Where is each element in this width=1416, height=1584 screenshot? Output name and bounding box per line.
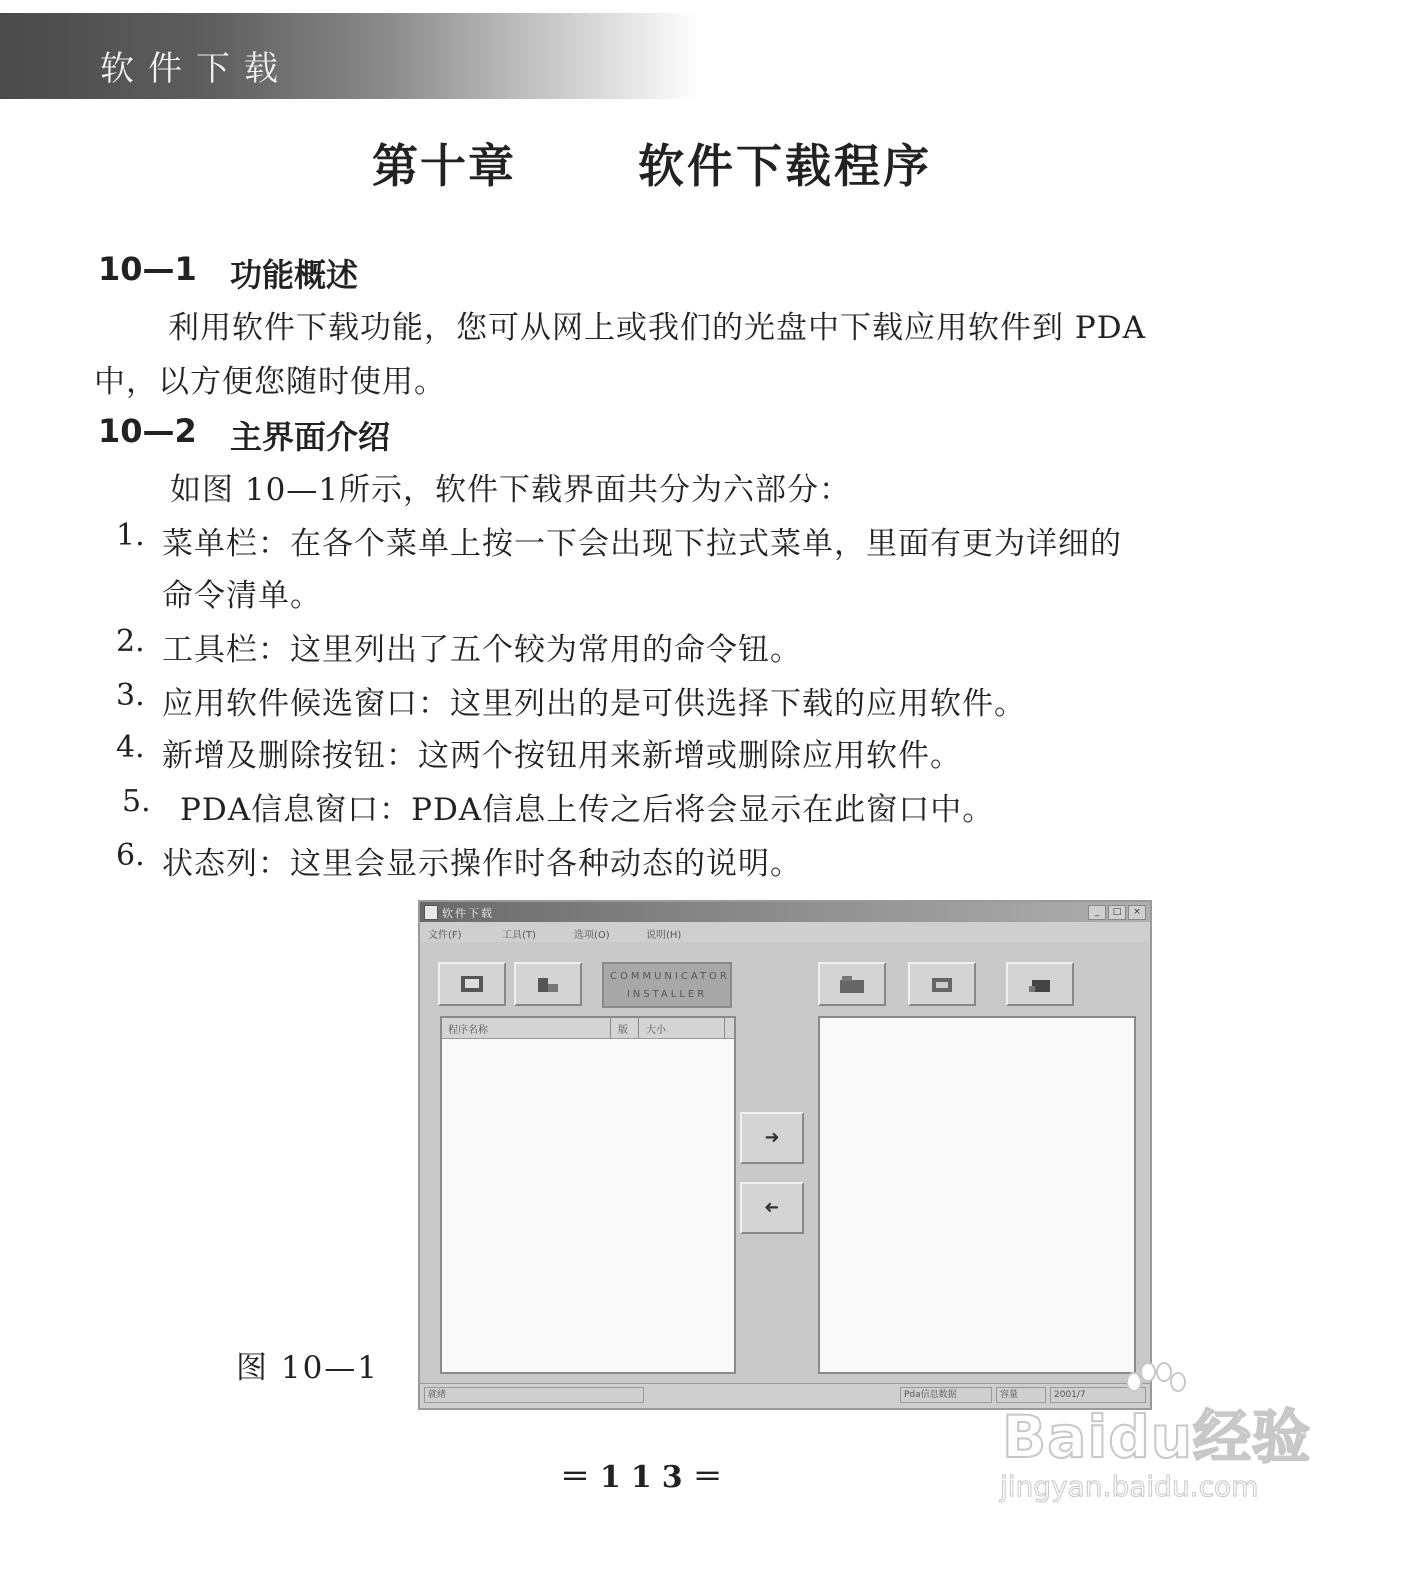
baidu-watermark [990,1362,1320,1512]
settings-icon [1026,972,1054,996]
list-item-text: PDA信息窗口：PDA信息上传之后将会显示在此窗口中。 [180,792,995,828]
figure-software-download-window [418,900,1152,1410]
section-title: 主界面介绍 [230,418,391,456]
list-item-number: 1. [116,518,145,553]
app-icon [424,905,438,920]
add-software-button[interactable] [740,1112,804,1164]
install-icon [534,972,562,996]
list-item-text: 状态列：这里会显示操作时各种动态的说明。 [162,846,802,882]
menu-file[interactable]: 文件(F) [428,930,462,941]
toolbar-settings-button[interactable] [1006,962,1074,1006]
watermark-url: jingyan.baidu.com [1000,1470,1259,1503]
logo-line-1: COMMUNICATOR [610,971,730,982]
minimize-button[interactable]: _ [1088,905,1106,920]
section-heading-main-ui [98,412,391,456]
pda-info-window[interactable] [818,1016,1136,1374]
status-capacity: 容量 [996,1387,1046,1403]
folder-icon [838,972,866,996]
figure-caption: 图 10—1 [236,1350,380,1386]
list-item-number: 3. [116,678,145,713]
overview-paragraph-line-1: 利用软件下载功能，您可从网上或我们的光盘中下载应用软件到 PDA [168,310,1146,346]
menu-options[interactable]: 选项(O) [574,930,610,941]
section-number: 10—1 [98,250,197,288]
list-item-text-continued: 命令清单。 [162,578,322,614]
list-item-text: 新增及删除按钮：这两个按钮用来新增或删除应用软件。 [162,738,962,774]
menu-help[interactable]: 说明(H) [646,930,682,941]
section-title: 功能概述 [230,256,359,294]
menu-tools[interactable]: 工具(T) [502,930,536,941]
status-date: 2001/7 [1050,1387,1146,1403]
remove-software-button[interactable] [740,1182,804,1234]
column-program-name[interactable]: 程序名称 [448,1025,488,1036]
backup-icon [928,972,956,996]
list-item-text: 菜单栏：在各个菜单上按一下会出现下拉式菜单，里面有更为详细的 [162,526,1122,562]
toolbar-upload-button[interactable] [818,962,886,1006]
chapter-title: 软件下载程序 [638,139,932,193]
intro-paragraph: 如图 10—1所示，软件下载界面共分为六部分： [170,472,852,508]
list-item-text: 工具栏：这里列出了五个较为常用的命令钮。 [162,632,802,668]
list-item-text: 应用软件候选窗口：这里列出的是可供选择下载的应用软件。 [162,686,1026,722]
toolbar-connect-button[interactable] [438,962,506,1006]
list-header [442,1018,734,1039]
section-heading-overview [98,250,359,294]
overview-paragraph-line-2: 中，以方便您随时使用。 [94,364,446,400]
close-button[interactable]: × [1128,905,1146,920]
toolbar-backup-button[interactable] [908,962,976,1006]
arrow-left-icon: ➜ [764,1197,780,1218]
candidate-software-list[interactable] [440,1016,736,1374]
column-version[interactable]: 版 [618,1025,628,1036]
arrow-right-icon: ➜ [764,1127,780,1148]
watermark-brand: Baidu经验 [1002,1403,1312,1471]
status-message: 就绪 [424,1387,644,1403]
window-titlebar [420,902,1150,922]
running-header-bar [0,13,700,99]
list-item-number: 5. [122,784,151,819]
section-number: 10—2 [98,412,197,450]
list-item-number: 6. [116,838,145,873]
column-size[interactable]: 大小 [646,1025,666,1036]
running-header-label: 软件下载 [100,49,292,89]
logo-line-2: INSTALLER [626,989,708,1000]
page-number: ＝113＝ [560,1460,733,1495]
status-pda-info: Pda信息数据 [900,1387,992,1403]
list-item-number: 4. [116,730,145,765]
pda-icon [458,972,486,996]
maximize-button[interactable]: □ [1108,905,1126,920]
chapter-heading [0,130,1416,196]
toolbar-install-button[interactable] [514,962,582,1006]
menu-bar [420,922,1150,942]
chapter-number: 第十章 [372,139,516,193]
window-title: 软件下载 [442,907,494,920]
installer-logo [602,962,732,1008]
list-item-number: 2. [116,624,145,659]
